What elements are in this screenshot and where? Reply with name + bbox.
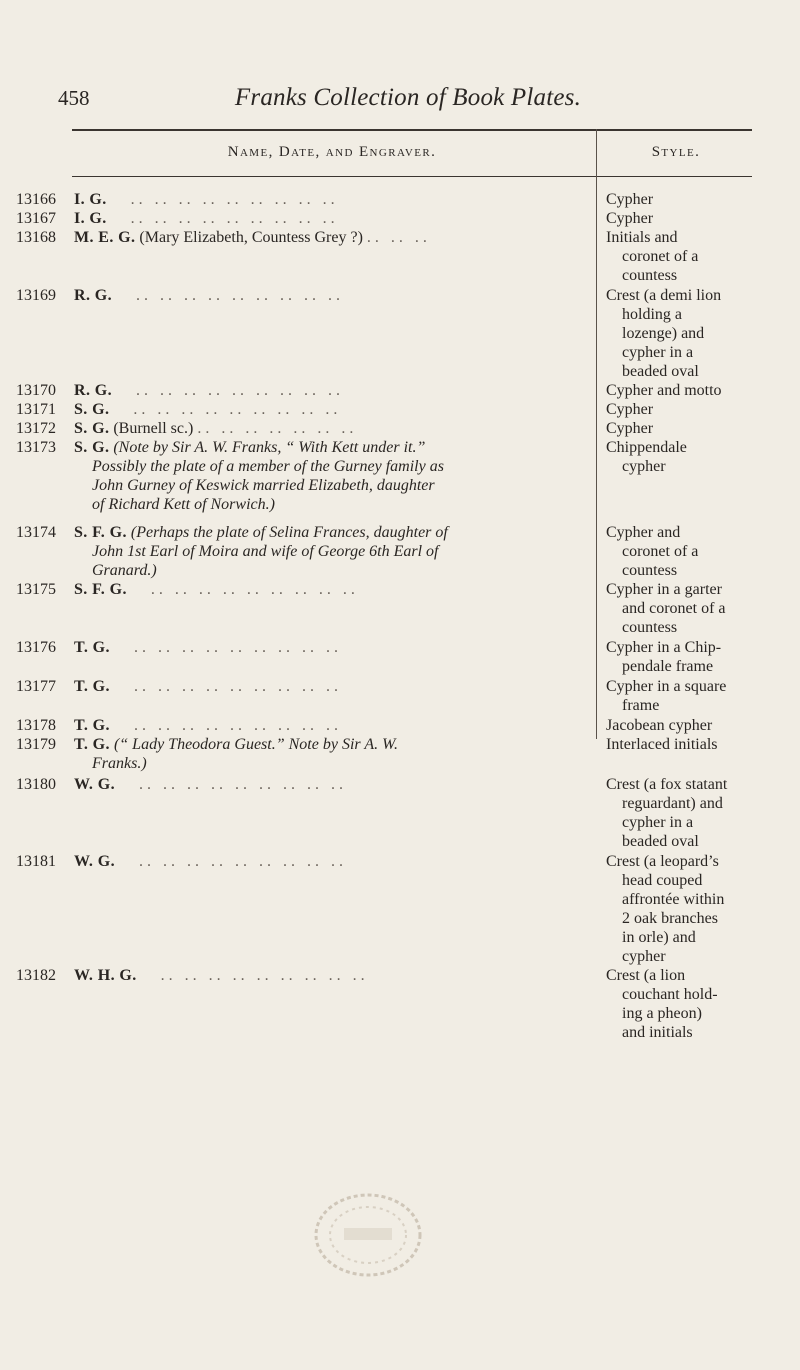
entry-name-text: (Burnell sc.): [113, 420, 194, 437]
entry-number: 13178: [16, 717, 56, 734]
entry-name-text: (Mary Elizabeth, Countess Grey ?): [139, 229, 363, 246]
entry-name: [74, 966, 589, 985]
entry-name: [74, 638, 589, 657]
dot-leader: .. .. .. .. .. .. .. .. ..: [136, 382, 344, 399]
entry-initials: I. G.: [74, 210, 107, 227]
entry-initials: R. G.: [74, 382, 112, 399]
entry-style: [606, 286, 756, 381]
style-line: and coronet of a: [622, 600, 726, 617]
entry-note-line: of Richard Kett of Norwich.): [92, 496, 275, 513]
entry-style: [606, 209, 756, 228]
style-line: reguardant) and: [622, 795, 723, 812]
style-line: countess: [622, 267, 678, 284]
entry-number: 13182: [16, 967, 56, 984]
style-line: Cypher in a square: [606, 678, 727, 695]
dot-leader: .. .. .. .. .. .. .. .. ..: [138, 776, 347, 793]
style-line: cypher in a: [622, 814, 694, 831]
page-number: 458: [58, 86, 90, 110]
style-line: cypher: [622, 948, 666, 965]
entry-style: [606, 438, 756, 476]
entry-note-line: (Note by Sir A. W. Franks, “ With Kett under it.”: [113, 439, 426, 456]
entry-number: 13170: [16, 382, 56, 399]
entry-name: [74, 419, 589, 438]
entry-initials: W. G.: [74, 776, 115, 793]
style-line: Cypher: [606, 210, 654, 227]
style-line: Cypher and: [606, 524, 681, 541]
entry-initials: T. G.: [74, 678, 110, 695]
entry-initials: W. H. G.: [74, 967, 137, 984]
dot-leader: .. .. .. .. .. .. .. .. ..: [160, 967, 369, 984]
column-header-style: Style.: [651, 144, 701, 160]
entry-number: 13180: [16, 776, 56, 793]
entry-style: [606, 966, 756, 1042]
style-line: head couped: [622, 872, 703, 889]
style-line: Crest (a demi lion: [606, 287, 722, 304]
entry-style: [606, 638, 756, 676]
entry-number: 13171: [16, 401, 56, 418]
entry-initials: S. F. G.: [74, 581, 127, 598]
entry-initials: I. G.: [74, 191, 107, 208]
entry-number: 13173: [16, 439, 56, 456]
entry-name: [74, 286, 589, 305]
entry-initials: M. E. G.: [74, 229, 136, 246]
entry-style: [606, 419, 756, 438]
running-title: Franks Collection of Book Plates.: [234, 84, 582, 111]
entry-number: 13176: [16, 639, 56, 656]
style-line: lozenge) and: [622, 325, 705, 342]
style-line: and initials: [622, 1024, 693, 1041]
column-header-name: Name, Date, and Engraver.: [227, 144, 437, 160]
style-line: holding a: [622, 306, 682, 323]
entry-note-line: (Perhaps the plate of Selina Frances, daughter of: [130, 524, 448, 541]
style-line: countess: [622, 562, 678, 579]
entry-style: [606, 228, 756, 285]
style-line: coronet of a: [622, 543, 699, 560]
style-line: Crest (a lion: [606, 967, 686, 984]
entry-note-line: Granard.): [92, 562, 157, 579]
style-line: Initials and: [606, 229, 678, 246]
entry-name: [74, 381, 589, 400]
entry-number: 13177: [16, 678, 56, 695]
entry-name: [74, 523, 589, 580]
entry-note-line: John 1st Earl of Moira and wife of George 6th Earl of: [92, 543, 439, 560]
entry-number: 13169: [16, 287, 56, 304]
top-rule: [72, 129, 752, 131]
style-line: Cypher and motto: [606, 382, 722, 399]
style-line: Jacobean cypher: [606, 717, 713, 734]
entry-number: 13168: [16, 229, 56, 246]
style-line: couchant hold-: [622, 986, 718, 1003]
style-line: Cypher in a Chip-: [606, 639, 722, 656]
entry-initials: S. F. G.: [74, 524, 127, 541]
dot-leader: .. .. .. .. .. .. ..: [197, 420, 358, 437]
entry-style: [606, 716, 756, 735]
style-line: 2 oak branches: [622, 910, 718, 927]
entry-name: [74, 190, 589, 209]
entry-note-line: John Gurney of Keswick married Elizabeth, daughter: [92, 477, 435, 494]
style-line: cypher: [622, 458, 666, 475]
entry-initials: S. G.: [74, 439, 110, 456]
entry-number: 13167: [16, 210, 56, 227]
style-line: Cypher in a garter: [606, 581, 722, 598]
dot-leader: .. .. .. .. .. .. .. .. ..: [133, 678, 342, 695]
library-stamp-icon: [308, 1190, 428, 1280]
entry-name: [74, 677, 589, 696]
column-divider: [596, 129, 597, 739]
style-line: countess: [622, 619, 678, 636]
style-line: cypher in a: [622, 344, 694, 361]
entry-initials: T. G.: [74, 717, 110, 734]
entry-initials: T. G.: [74, 639, 110, 656]
entry-number: 13179: [16, 736, 56, 753]
entry-style: [606, 580, 756, 637]
entry-number: 13174: [16, 524, 56, 541]
dot-leader: .. .. .. .. .. .. .. .. ..: [150, 581, 359, 598]
style-line: Interlaced initials: [606, 736, 718, 753]
style-line: Crest (a leopard’s: [606, 853, 719, 870]
entry-number: 13181: [16, 853, 56, 870]
entry-name: [74, 228, 589, 247]
dot-leader: .. .. ..: [366, 229, 431, 246]
style-line: Cypher: [606, 191, 654, 208]
entry-style: [606, 852, 756, 966]
entry-style: [606, 775, 756, 851]
entry-number: 13172: [16, 420, 56, 437]
entry-name: [74, 400, 589, 419]
entry-name: [74, 209, 589, 228]
entry-style: [606, 735, 756, 754]
entry-style: [606, 400, 756, 419]
dot-leader: .. .. .. .. .. .. .. .. ..: [133, 717, 342, 734]
entry-style: [606, 190, 756, 209]
entry-initials: S. G.: [74, 420, 110, 437]
style-line: in orle) and: [622, 929, 696, 946]
entry-style: [606, 381, 756, 400]
style-line: beaded oval: [622, 833, 699, 850]
header-rule: [72, 176, 752, 177]
dot-leader: .. .. .. .. .. .. .. .. ..: [130, 210, 339, 227]
entry-initials: R. G.: [74, 287, 112, 304]
entry-note-line: Franks.): [92, 755, 147, 772]
entry-name: [74, 580, 589, 599]
entry-name: [74, 735, 589, 773]
entry-note-line: (“ Lady Theodora Guest.” Note by Sir A. W.: [113, 736, 398, 753]
entry-style: [606, 677, 756, 715]
dot-leader: .. .. .. .. .. .. .. .. ..: [130, 191, 339, 208]
entry-number: 13175: [16, 581, 56, 598]
style-line: Cypher: [606, 420, 654, 437]
dot-leader: .. .. .. .. .. .. .. .. ..: [133, 639, 342, 656]
entry-name: [74, 438, 589, 514]
style-line: Crest (a fox statant: [606, 776, 728, 793]
entry-style: [606, 523, 756, 580]
style-line: Chippendale: [606, 439, 687, 456]
dot-leader: .. .. .. .. .. .. .. .. ..: [136, 287, 344, 304]
dot-leader: .. .. .. .. .. .. .. .. ..: [138, 853, 347, 870]
entry-name: [74, 852, 589, 871]
style-line: pendale frame: [622, 658, 714, 675]
entry-initials: T. G.: [74, 736, 110, 753]
style-line: affrontée within: [622, 891, 725, 908]
style-line: ing a pheon): [622, 1005, 702, 1022]
page-header: [58, 82, 758, 118]
style-line: frame: [622, 697, 660, 714]
entry-name: [74, 716, 589, 735]
dot-leader: .. .. .. .. .. .. .. .. ..: [133, 401, 342, 418]
entry-initials: S. G.: [74, 401, 110, 418]
entry-note-line: Possibly the plate of a member of the Gurney family as: [92, 458, 444, 475]
entry-name: [74, 775, 589, 794]
entry-initials: W. G.: [74, 853, 115, 870]
style-line: Cypher: [606, 401, 654, 418]
style-line: coronet of a: [622, 248, 699, 265]
entry-number: 13166: [16, 191, 56, 208]
style-line: beaded oval: [622, 363, 699, 380]
